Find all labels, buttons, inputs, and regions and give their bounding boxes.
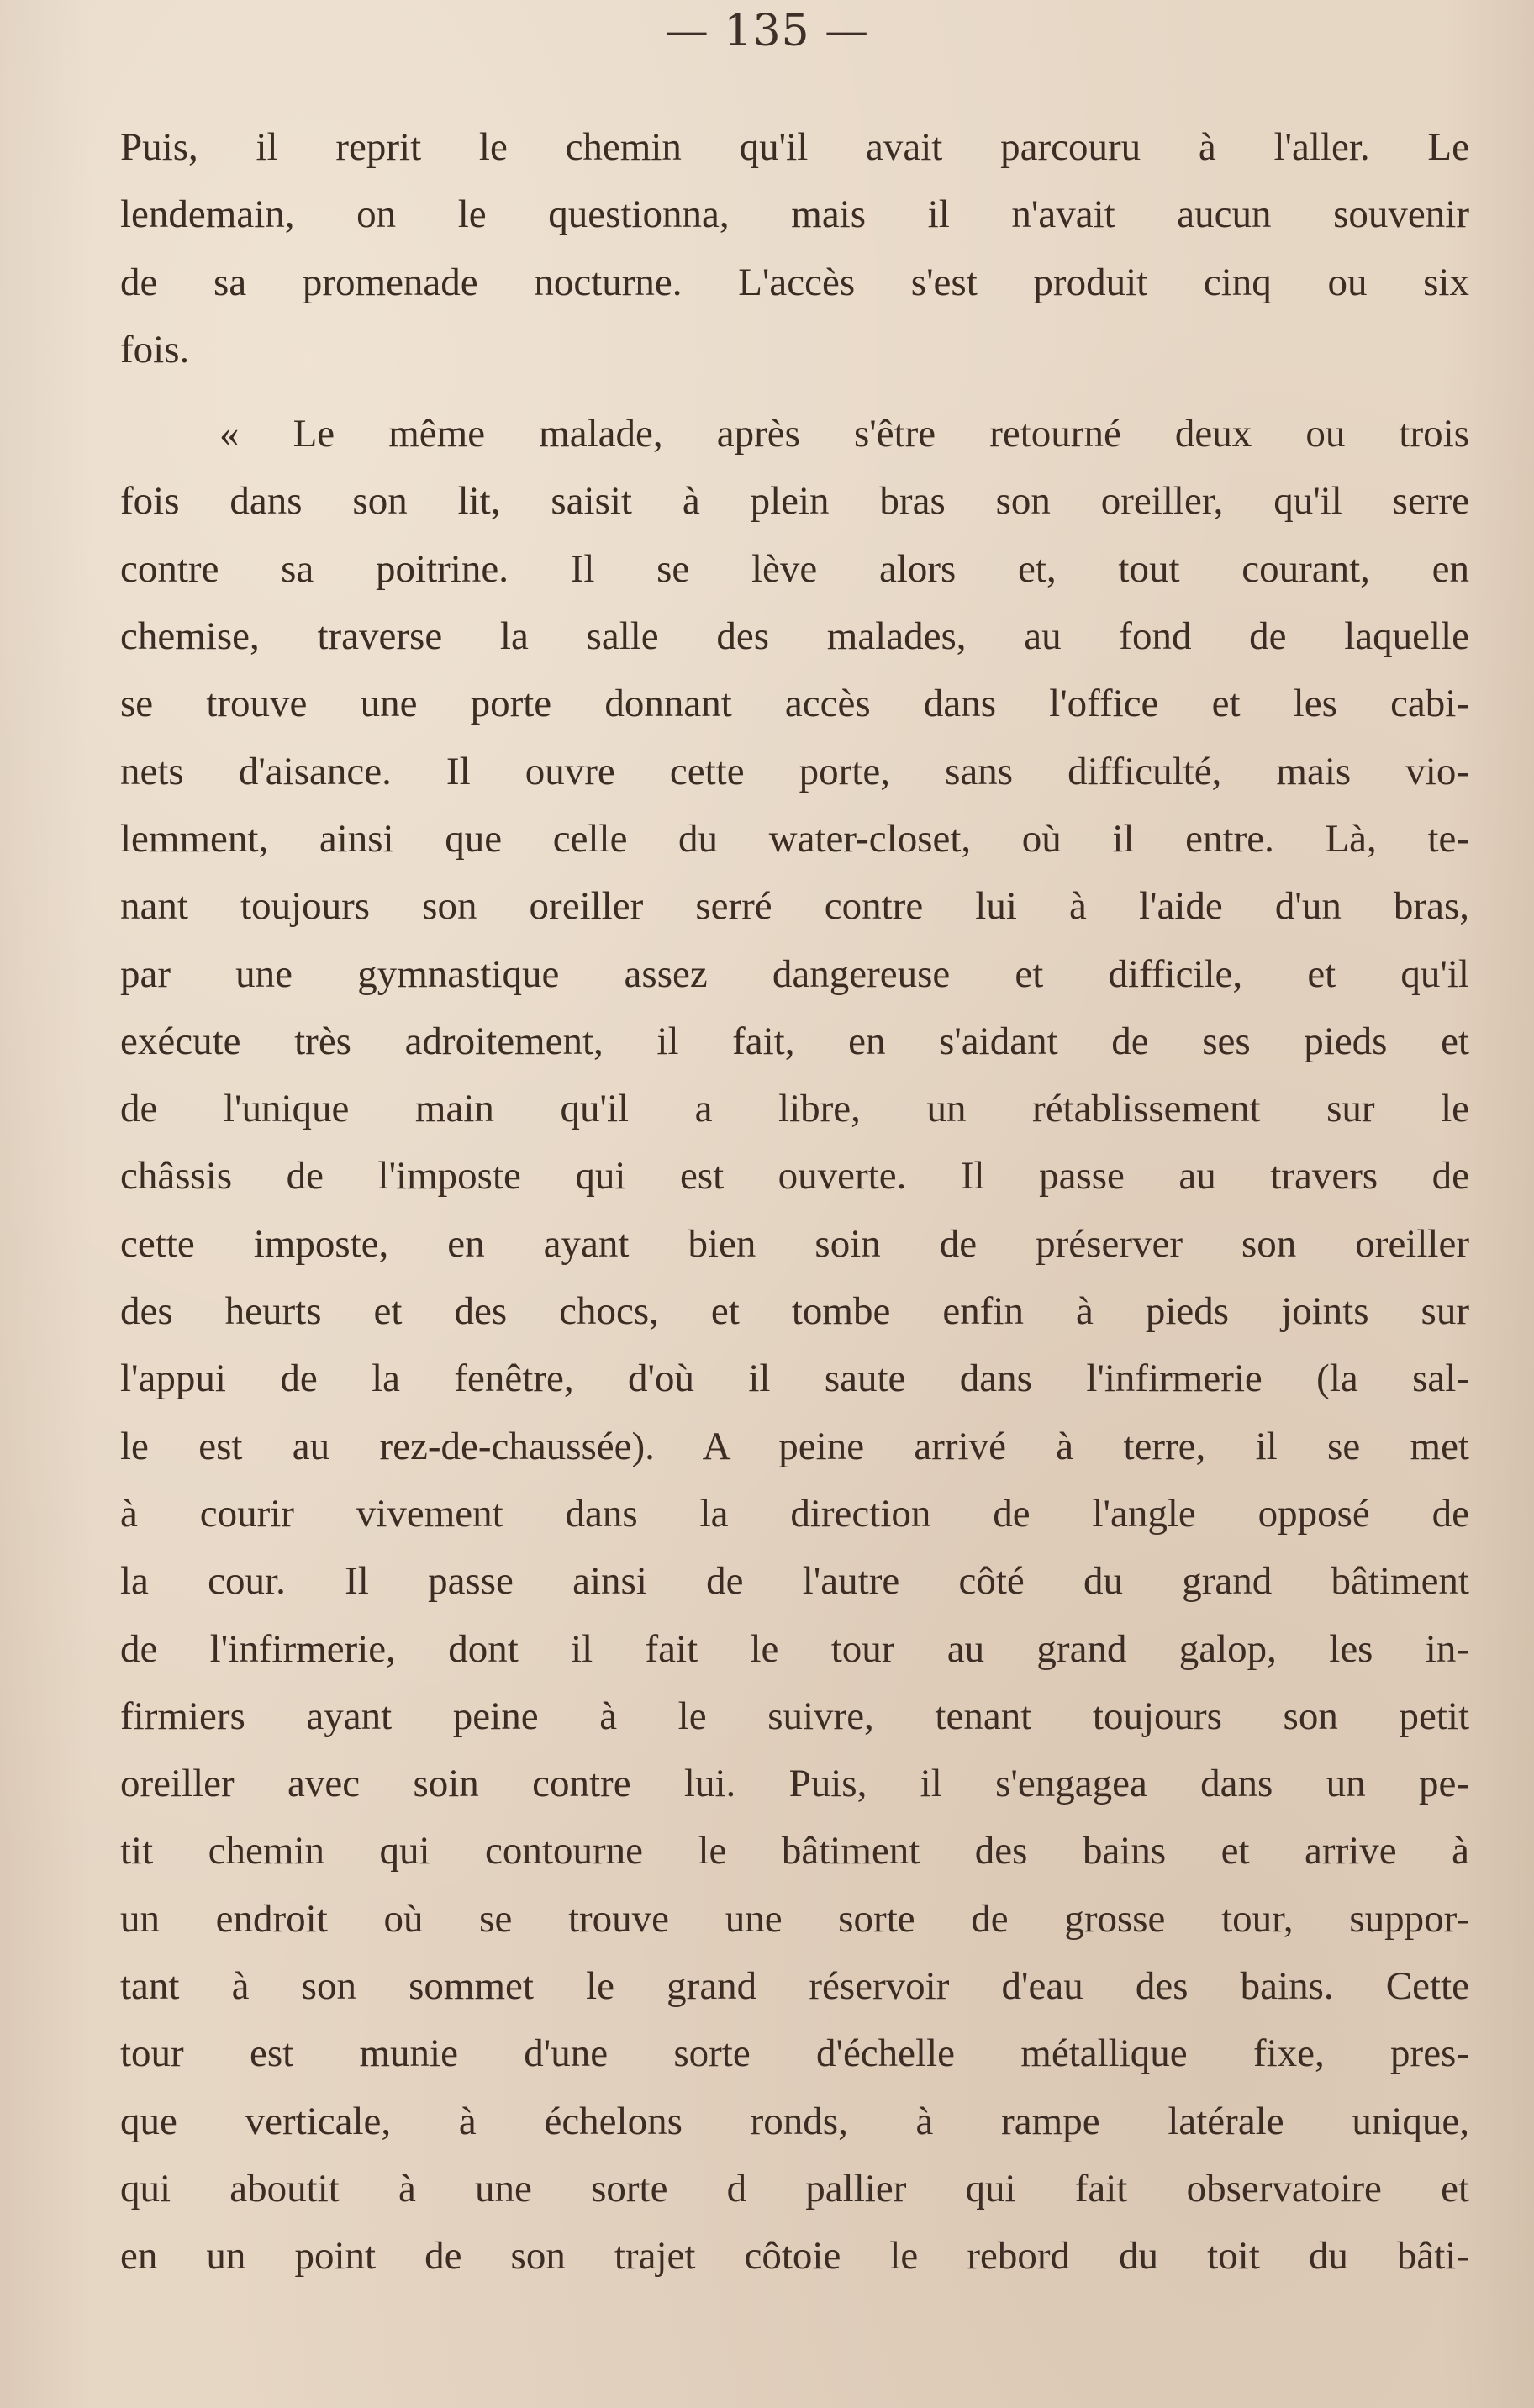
page-number: — 135 — [664,6,870,56]
text-line: contre sa poitrine. Il se lève alors et, tout courant, en [120,546,1469,591]
text-line: « Le même malade, après s'être retourné deux ou trois [219,412,1469,456]
text-line: le est au rez-de-chaussée). A peine arrivé à terre, il se met [120,1424,1469,1468]
text-line: fois. [120,327,190,371]
text-line: châssis de l'imposte qui est ouverte. Il passe au travers de [120,1154,1469,1199]
text-line: l'appui de la fenêtre, d'où il saute dans l'infirmerie (la sal- [120,1357,1469,1401]
text-line: en un point de son trajet côtoie le rebord du toit du bâti- [120,2234,1469,2279]
text-line: cette imposte, en ayant bien soin de préserver son oreiller [120,1221,1469,1266]
text-line: de l'infirmerie, dont il fait le tour au grand galop, les in- [120,1626,1469,1671]
body-text [120,113,1469,2290]
text-line: de l'unique main qu'il a libre, un rétablissement sur le [120,1087,1469,1131]
paragraph-gap [120,383,1469,400]
text-line: oreiller avec soin contre lui. Puis, il s'engagea dans un pe- [120,1762,1469,1806]
text-line: Puis, il reprit le chemin qu'il avait parcouru à l'aller. Le [120,125,1469,169]
text-line: la cour. Il passe ainsi de l'autre côté du grand bâtiment [120,1559,1469,1604]
text-line: que verticale, à échelons ronds, à rampe latérale unique, [120,2099,1469,2143]
text-line: à courir vivement dans la direction de l'angle opposé de [120,1491,1469,1536]
text-line: se trouve une porte donnant accès dans l'office et les cabi- [120,682,1469,726]
text-line: des heurts et des chocs, et tombe enfin à pieds joints sur [120,1289,1469,1334]
text-line: de sa promenade nocturne. L'accès s'est produit cinq ou six [120,260,1469,304]
text-line: tour est munie d'une sorte d'échelle métallique fixe, pres- [120,2031,1469,2076]
text-line: lemment, ainsi que celle du water-closet, où il entre. Là, te- [120,816,1469,861]
text-line: un endroit où se trouve une sorte de grosse tour, suppor- [120,1896,1469,1941]
text-line: qui aboutit à une sorte d pallier qui fait observatoire et [120,2166,1469,2210]
text-line: tant à son sommet le grand réservoir d'eau des bains. Cette [120,1964,1469,2009]
text-line: exécute très adroitement, il fait, en s'aidant de ses pieds et [120,1019,1469,1063]
text-line: chemise, traverse la salle des malades, au fond de laquelle [120,614,1469,659]
text-line: firmiers ayant peine à le suivre, tenant toujours son petit [120,1694,1469,1738]
text-line: nant toujours son oreiller serré contre lui à l'aide d'un bras, [120,884,1469,929]
text-line: tit chemin qui contourne le bâtiment des bains et arrive à [120,1829,1469,1873]
text-line: par une gymnastique assez dangereuse et difficile, et qu'il [120,951,1469,996]
text-line: nets d'aisance. Il ouvre cette porte, sans difficulté, mais vio- [120,749,1469,793]
text-line: lendemain, on le questionna, mais il n'avait aucun souvenir [120,192,1469,237]
text-line: fois dans son lit, saisit à plein bras son oreiller, qu'il serre [120,479,1469,524]
